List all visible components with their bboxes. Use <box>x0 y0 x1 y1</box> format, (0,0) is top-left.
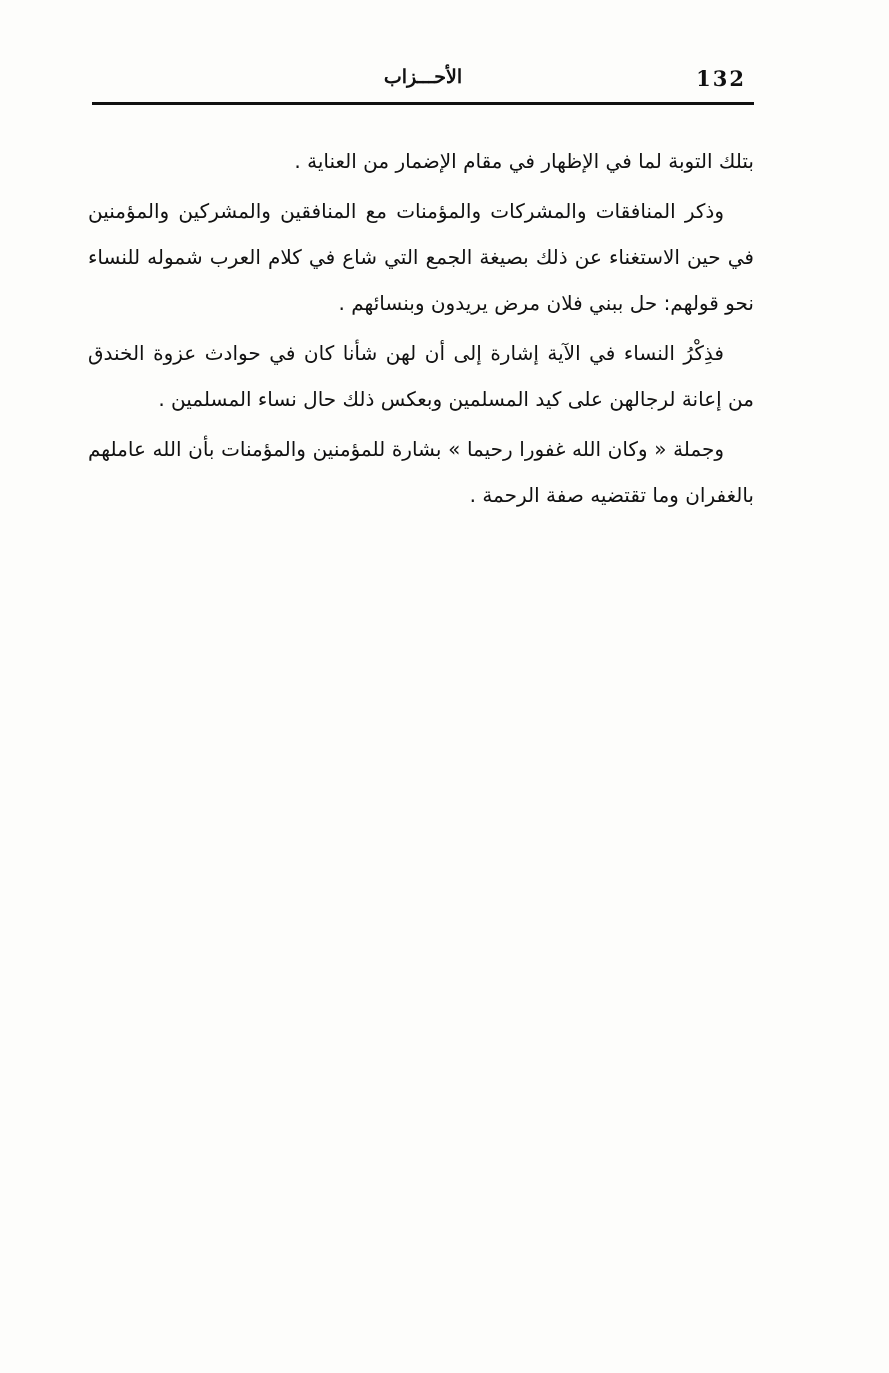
paragraph-3: فذِكْرُ النساء في الآية إشارة إلى أن لهن شأنا كان في حوادث عزوة الخندق من إعانة لرجالهن على كيد المسلمين وبعكس ذلك حال نساء المسلمين . <box>88 341 754 411</box>
paragraph-4: وجملة « وكان الله غفورا رحيما » بشارة للمؤمنين والمؤمنات بأن الله عاملهم بالغفران وما تقتضيه صفة الرحمة . <box>88 437 754 507</box>
page-number: 132 <box>696 66 746 91</box>
header-divider <box>92 102 754 105</box>
running-title: الأحـــزاب <box>383 66 463 88</box>
paragraph-2: وذكر المنافقات والمشركات والمؤمنات مع المنافقين والمشركين والمؤمنين في حين الاستغناء عن ذلك بصيغة الجمع التي شاع في كلام العرب شموله للنساء نحو قولهم: حل ببني فلان مرض يريدون وبنسائهم . <box>88 199 754 315</box>
page-body <box>88 138 754 522</box>
paragraph-1: بتلك التوبة لما في الإظهار في مقام الإضمار من العناية . <box>294 149 754 173</box>
page-header <box>92 62 754 102</box>
